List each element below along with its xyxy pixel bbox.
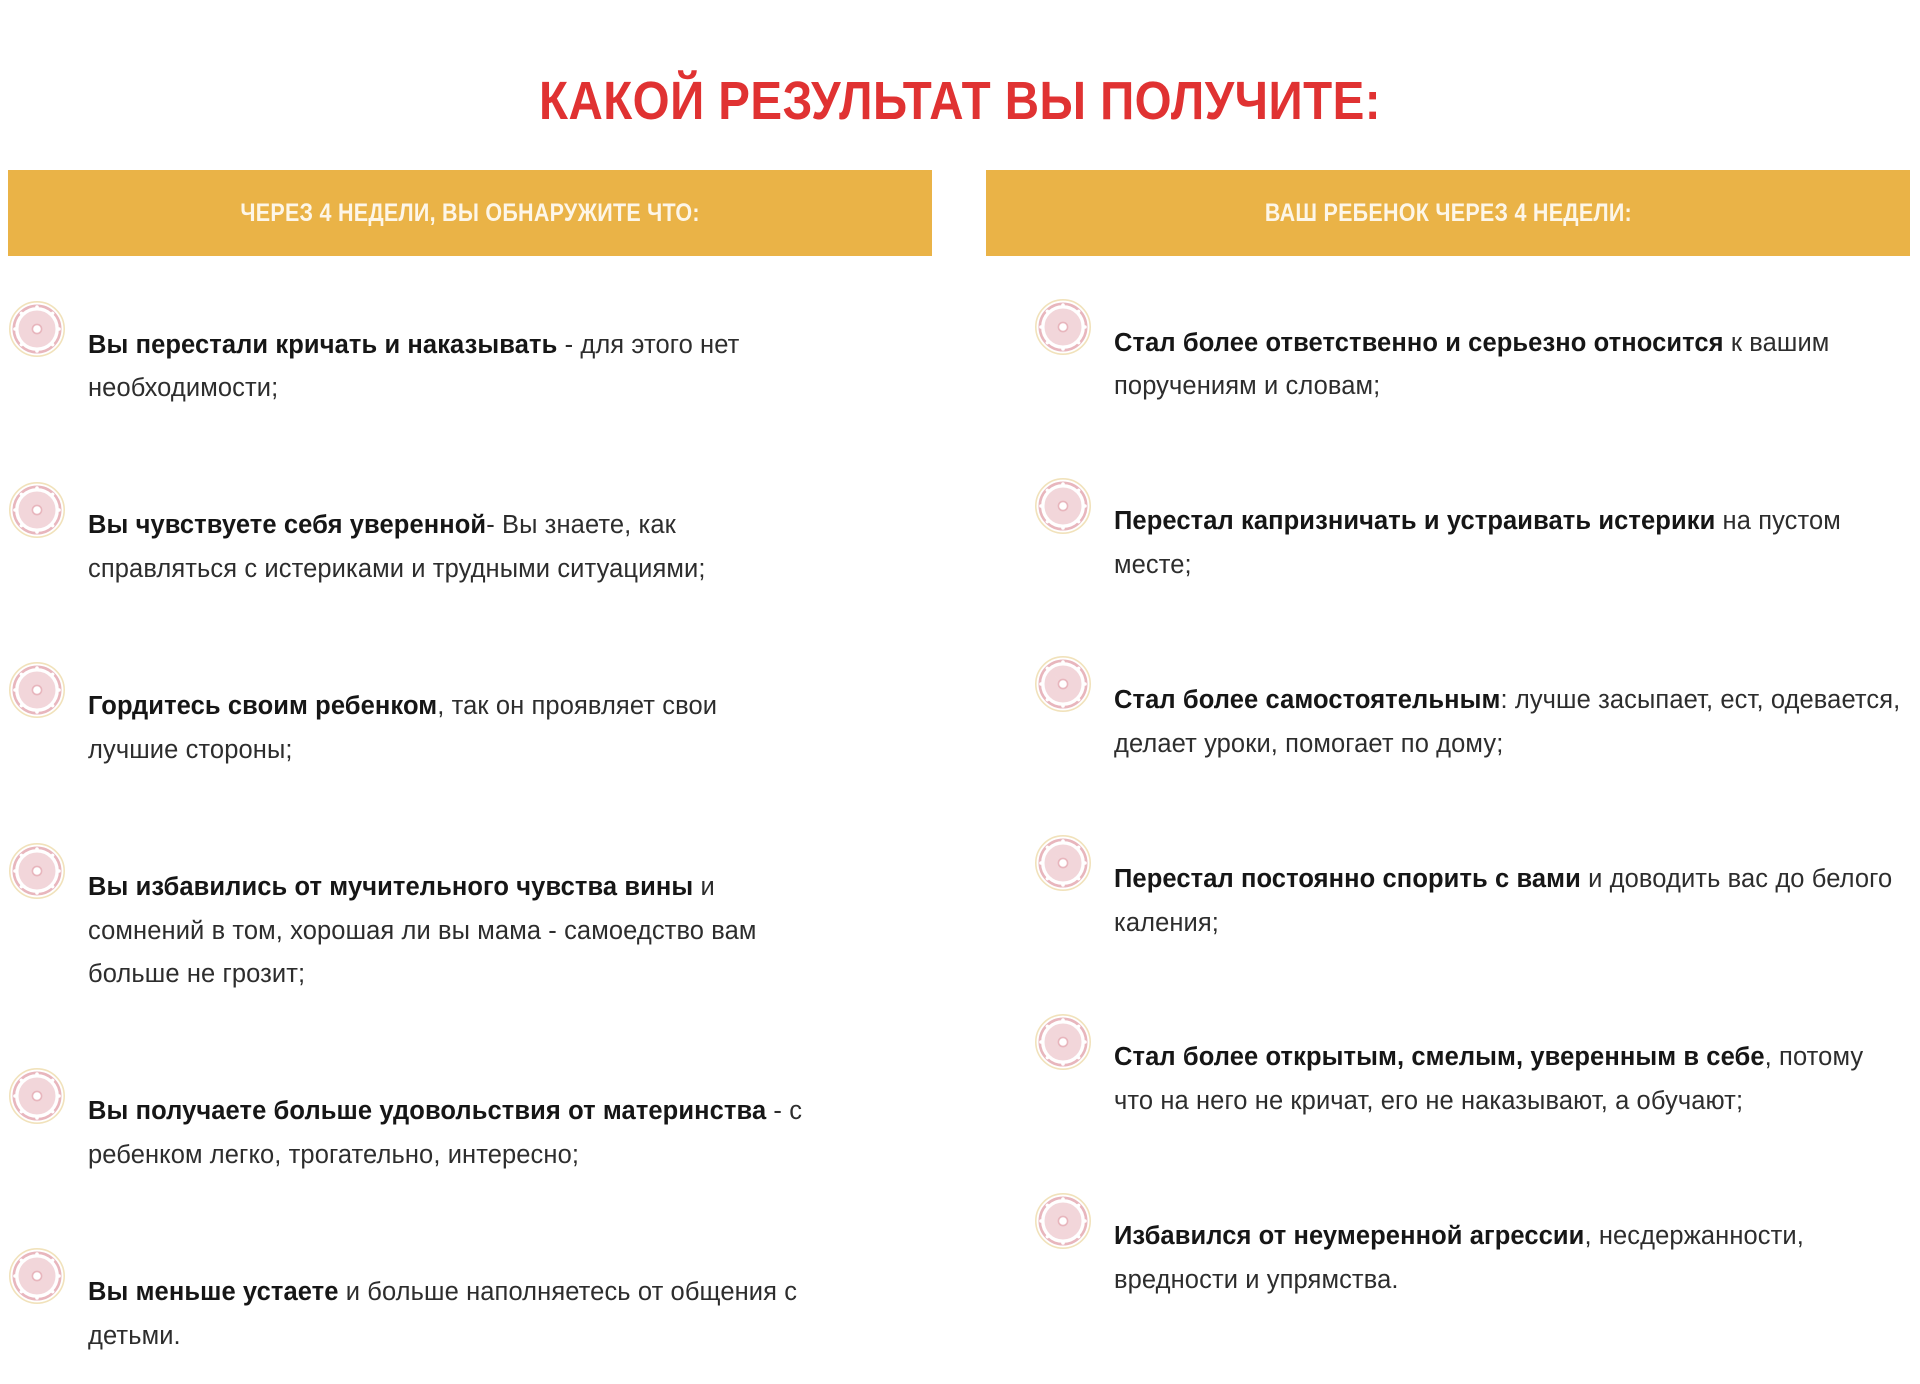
benefit-rest: и больше наполняетесь от общения с детьми. bbox=[88, 1277, 798, 1350]
benefit-rest: - Вы знаете, как справляться с истериками и трудными ситуациями; bbox=[88, 511, 706, 584]
list-item bbox=[986, 296, 1910, 435]
benefit-lead: Вы меньше устаете bbox=[88, 1277, 339, 1306]
page-title: КАКОЙ РЕЗУЛЬТАТ ВЫ ПОЛУЧИТЕ: bbox=[539, 71, 1381, 131]
benefits-column-left bbox=[8, 170, 932, 1384]
benefit-lead: Вы чувствуете себя уверенной bbox=[88, 511, 487, 540]
benefit-text bbox=[88, 866, 808, 998]
list-item bbox=[8, 298, 932, 437]
benefit-text bbox=[1114, 679, 1904, 767]
benefit-text bbox=[88, 324, 808, 412]
citrus-slice-icon bbox=[1034, 1013, 1092, 1071]
list-item bbox=[8, 840, 932, 1023]
benefit-lead: Гордитесь своим ребенком bbox=[88, 691, 438, 720]
citrus-slice-icon bbox=[8, 661, 66, 719]
column-header-right bbox=[986, 170, 1910, 256]
citrus-slice-icon bbox=[8, 1067, 66, 1125]
column-header-right-label: ВАШ РЕБЕНОК ЧЕРЕЗ 4 НЕДЕЛИ: bbox=[1264, 198, 1632, 227]
list-item bbox=[8, 659, 932, 798]
benefit-lead: Перестал капризничать и устраивать истерики bbox=[1114, 507, 1716, 536]
benefit-rest: на пустом месте; bbox=[1114, 507, 1841, 580]
citrus-slice-icon bbox=[8, 842, 66, 900]
benefit-rest: , несдержанности, вредности и упрямства. bbox=[1114, 1222, 1804, 1294]
benefit-rest: - с ребенком легко, трогательно, интересно; bbox=[88, 1097, 803, 1170]
column-header-left-label: ЧЕРЕЗ 4 НЕДЕЛИ, ВЫ ОБНАРУЖИТЕ ЧТО: bbox=[240, 198, 700, 227]
benefit-rest: и сомнений в том, хорошая ли вы мама - самоедство вам больше не грозит; bbox=[88, 872, 757, 989]
benefit-lead: Стал более ответственно и серьезно относится bbox=[1114, 328, 1724, 357]
list-item bbox=[8, 1245, 932, 1384]
benefits-column-right bbox=[986, 170, 1910, 1328]
benefit-rest: к вашим поручениям и словам; bbox=[1114, 328, 1830, 401]
column-header-left bbox=[8, 170, 932, 256]
benefit-rest: и доводить вас до белого каления; bbox=[1114, 864, 1893, 937]
citrus-slice-icon bbox=[8, 300, 66, 358]
benefit-list-right bbox=[986, 296, 1910, 1328]
citrus-slice-icon bbox=[8, 1247, 66, 1305]
benefit-lead: Вы перестали кричать и наказывать bbox=[88, 330, 558, 359]
benefit-lead: Вы получаете больше удовольствия от материнства bbox=[88, 1097, 767, 1126]
list-item bbox=[986, 653, 1910, 792]
benefit-list-left bbox=[8, 298, 932, 1384]
benefit-rest: : лучше засыпает, ест, одевается, делает уроки, помогает по дому; bbox=[1114, 685, 1901, 758]
benefit-text bbox=[88, 1090, 808, 1178]
benefit-lead: Перестал постоянно спорить с вами bbox=[1114, 864, 1581, 893]
list-item bbox=[986, 475, 1910, 614]
benefit-lead: Стал более открытым, смелым, уверенным в себе bbox=[1114, 1043, 1765, 1072]
citrus-slice-icon bbox=[8, 481, 66, 539]
benefit-lead: Стал более самостоятельным bbox=[1114, 685, 1501, 714]
citrus-slice-icon bbox=[1034, 477, 1092, 535]
benefit-text bbox=[1114, 1215, 1904, 1303]
benefit-rest: - для этого нет необходимости; bbox=[88, 330, 740, 403]
benefit-text bbox=[88, 1271, 808, 1359]
benefit-text bbox=[1114, 500, 1904, 588]
benefit-text bbox=[1114, 322, 1904, 410]
citrus-slice-icon bbox=[1034, 1192, 1092, 1250]
list-item bbox=[986, 832, 1910, 971]
benefit-text bbox=[88, 504, 808, 592]
benefit-lead: Избавился от неумеренной агрессии bbox=[1114, 1222, 1585, 1251]
list-item bbox=[8, 1065, 932, 1204]
citrus-slice-icon bbox=[1034, 834, 1092, 892]
citrus-slice-icon bbox=[1034, 655, 1092, 713]
benefit-text bbox=[1114, 858, 1904, 946]
list-item bbox=[986, 1190, 1910, 1329]
citrus-slice-icon bbox=[1034, 298, 1092, 356]
benefits-columns bbox=[0, 170, 1920, 1384]
benefit-text bbox=[88, 685, 808, 773]
benefit-rest: , так он проявляет свои лучшие стороны; bbox=[88, 691, 718, 764]
list-item bbox=[8, 479, 932, 618]
list-item bbox=[986, 1011, 1910, 1150]
benefit-text bbox=[1114, 1036, 1904, 1124]
benefit-rest: , потому что на него не кричат, его не наказывают, а обучают; bbox=[1114, 1043, 1864, 1116]
benefit-lead: Вы избавились от мучительного чувства вины bbox=[88, 872, 694, 901]
